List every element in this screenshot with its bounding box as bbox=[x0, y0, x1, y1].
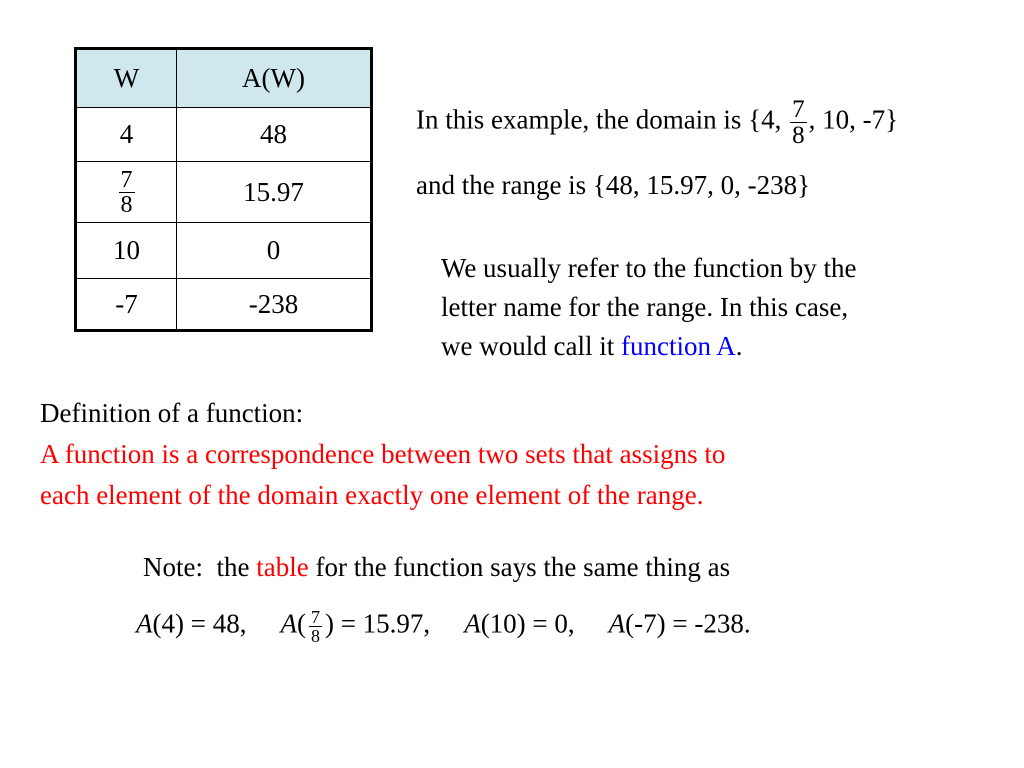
paragraph-text: . bbox=[735, 331, 743, 361]
equation-part: ) = 15.97, bbox=[324, 608, 431, 639]
domain-prefix: In this example, the domain is {4, bbox=[416, 104, 782, 135]
fraction-numerator: 7 bbox=[310, 607, 320, 627]
domain-statement bbox=[416, 97, 898, 148]
function-equations bbox=[136, 608, 751, 645]
table-cell-aw: -238 bbox=[177, 279, 372, 331]
equation-part: (4) = 48, bbox=[152, 608, 247, 639]
function-symbol: A bbox=[608, 608, 626, 639]
note-line bbox=[143, 551, 730, 583]
table-cell-aw: 15.97 bbox=[177, 162, 372, 223]
naming-paragraph bbox=[441, 249, 856, 366]
table-cell-w: -7 bbox=[76, 279, 177, 331]
function-symbol: A bbox=[280, 608, 297, 639]
table-row bbox=[76, 162, 372, 223]
table-row bbox=[76, 108, 372, 162]
fraction-numerator: 7 bbox=[120, 166, 133, 193]
equation-part: ( bbox=[296, 608, 306, 639]
table-cell-w: 4 bbox=[76, 108, 177, 162]
fraction-numerator: 7 bbox=[792, 96, 805, 123]
domain-suffix: , 10, -7} bbox=[808, 104, 899, 135]
table-row bbox=[76, 223, 372, 279]
definition-text: A function is a correspondence between two sets that assigns to bbox=[40, 439, 726, 469]
paragraph-text: we would call it bbox=[441, 331, 621, 361]
note-prefix: Note: the bbox=[143, 552, 257, 582]
fraction bbox=[309, 608, 322, 645]
equation-part: (10) = 0, bbox=[480, 608, 575, 639]
note-suffix: for the function says the same thing as bbox=[308, 552, 731, 582]
fraction bbox=[119, 168, 135, 217]
function-symbol: A bbox=[136, 608, 153, 639]
function-table bbox=[74, 47, 373, 332]
paragraph-line bbox=[441, 327, 856, 366]
function-symbol: A bbox=[464, 608, 481, 639]
column-header-aw: A(W) bbox=[177, 49, 372, 108]
fraction-denominator: 8 bbox=[310, 626, 320, 646]
fraction-denominator: 8 bbox=[792, 122, 805, 149]
definition-block bbox=[40, 393, 725, 516]
definition-text: each element of the domain exactly one element of the range. bbox=[40, 480, 704, 510]
range-statement: and the range is {48, 15.97, 0, -238} bbox=[416, 170, 811, 200]
fraction-denominator: 8 bbox=[120, 191, 133, 218]
function-a-highlight: function A bbox=[620, 331, 736, 361]
fraction bbox=[790, 97, 807, 148]
table-cell-aw: 48 bbox=[177, 108, 372, 162]
table-cell-w: 10 bbox=[76, 223, 177, 279]
table-cell-w bbox=[76, 162, 177, 223]
column-header-w: W bbox=[76, 49, 177, 108]
table-cell-aw: 0 bbox=[177, 223, 372, 279]
definition-heading: Definition of a function: bbox=[40, 398, 304, 428]
table-row bbox=[76, 279, 372, 331]
equation-part: (-7) = -238. bbox=[625, 608, 751, 639]
paragraph-line: letter name for the range. In this case, bbox=[441, 292, 849, 322]
table-header-row bbox=[76, 49, 372, 108]
paragraph-line: We usually refer to the function by the bbox=[441, 253, 857, 283]
table-highlight: table bbox=[256, 552, 309, 582]
